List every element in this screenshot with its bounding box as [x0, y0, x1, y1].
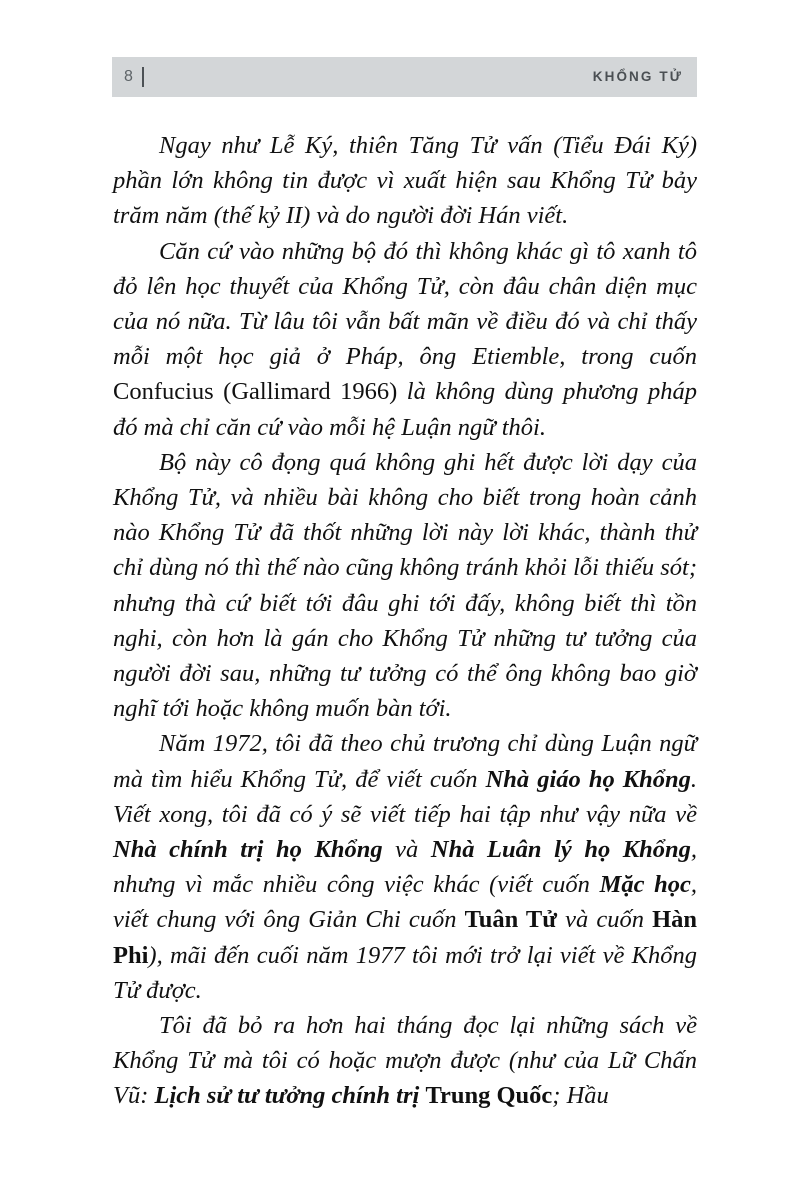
text-run: Căn cứ vào những bộ đó thì không khác gì tô xanh tô đỏ lên học thuyết của Khổng Tử, còn đâu chân diện mục của nó nữa. Từ lâu tôi vẫn bất mãn về điều đó và chỉ thấy mỗi một học giả ở Pháp, ông Etiemble, trong cuốn: [113, 237, 697, 371]
emphasized-text-run: Trung Quốc: [425, 1082, 553, 1110]
text-run: ; Hầu: [552, 1082, 609, 1110]
paragraph: [113, 726, 697, 1008]
text-run: Tôi đã bỏ ra hơn hai tháng đọc lại những sách về Khổng Tử mà tôi có hoặc mượn được (như của Lữ Chấn Vũ:: [113, 1012, 697, 1110]
emphasized-text-run: Confucius (Gallimard 1966): [113, 378, 398, 406]
folio: [124, 67, 144, 87]
emphasized-text-run: Nhà Luân lý họ Khổng: [430, 836, 691, 864]
text-run: , viết chung với ông Giản Chi cuốn: [113, 871, 697, 934]
text-run: là không dùng phương pháp đó mà chỉ căn cứ vào mỗi hệ Luận ngữ thôi.: [113, 378, 697, 441]
paragraph: [113, 445, 697, 727]
paragraph: [113, 1008, 697, 1114]
text-run: ), mãi đến cuối năm 1977 tôi mới trở lại viết về Khổng Tử được.: [113, 941, 697, 1004]
text-run: và: [382, 836, 431, 864]
text-run: Năm 1972, tôi đã theo chủ trương chỉ dùng Luận ngữ mà tìm hiểu Khổng Tử, để viết cuốn: [113, 730, 697, 793]
emphasized-text-run: Nhà giáo họ Khổng: [485, 765, 691, 793]
text-run: . Viết xong, tôi đã có ý sẽ viết tiếp hai tập như vậy nữa về: [113, 765, 697, 828]
paragraph: [113, 128, 697, 234]
emphasized-text-run: Hàn Phi: [113, 906, 698, 969]
body-text-block: [113, 128, 697, 1114]
book-title-header: KHỔNG TỬ: [592, 69, 683, 85]
emphasized-text-run: Lịch sử tư tưởng chính trị: [154, 1082, 426, 1110]
text-run: , nhưng vì mắc nhiều công việc khác (viết cuốn: [113, 836, 698, 899]
running-header: [112, 57, 697, 97]
page-number: 8: [124, 68, 133, 85]
paragraph: [113, 234, 697, 445]
emphasized-text-run: Nhà chính trị họ Khổng: [113, 836, 383, 864]
emphasized-text-run: Mặc học: [599, 871, 691, 899]
folio-divider-rule: [142, 67, 144, 87]
text-run: và cuốn: [556, 906, 653, 934]
text-run: Ngay như Lễ Ký, thiên Tăng Tử vấn (Tiểu Đái Ký) phần lớn không tin được vì xuất hiện sau Khổng Tử bảy trăm năm (thế kỷ II) và do người đời Hán viết.: [113, 132, 697, 230]
emphasized-text-run: Tuân Tử: [464, 906, 557, 934]
text-run: Bộ này cô đọng quá không ghi hết được lời dạy của Khổng Tử, và nhiều bài không cho biết trong hoàn cảnh nào Khổng Tử đã thốt những lời này lời khác, thành thử chỉ dùng nó thì thế nào cũng không tránh khỏi lỗi thiếu sót; nhưng thà cứ biết tới đâu ghi tới đấy, không biết thì tồn nghi, còn hơn là gán cho Khổng Tử những tư tưởng của người đời sau, những tư tưởng có thể ông không bao giờ nghĩ tới hoặc không muốn bàn tới.: [113, 448, 697, 723]
